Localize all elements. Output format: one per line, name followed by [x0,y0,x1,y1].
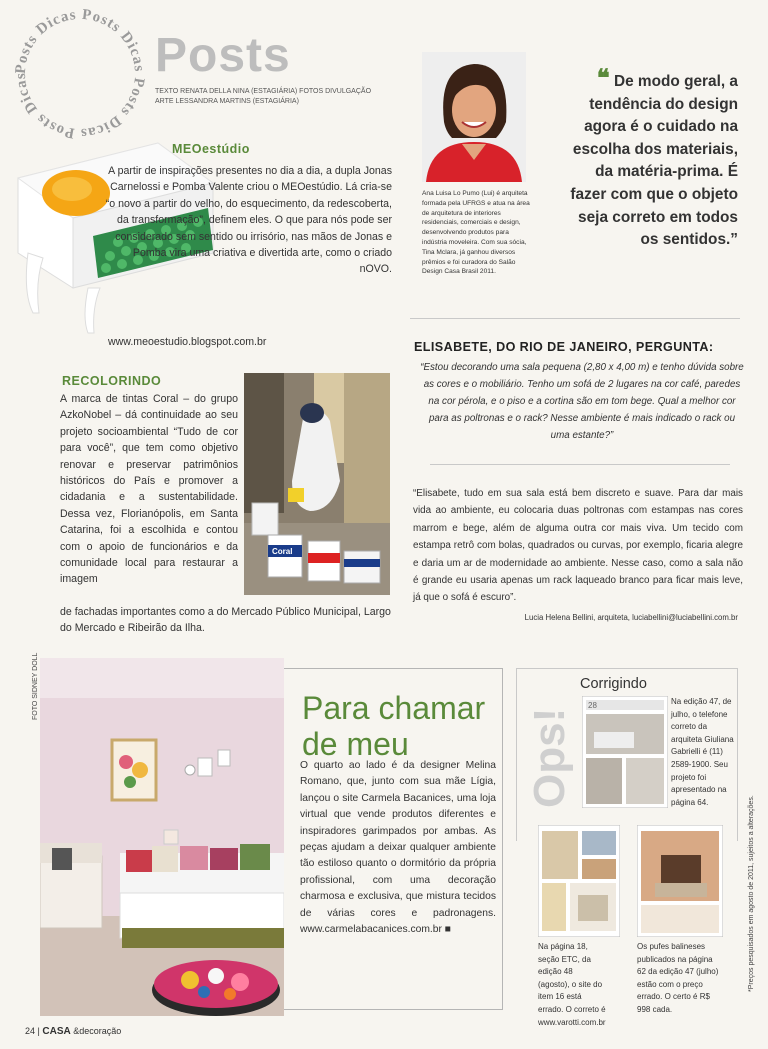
pull-quote [558,65,738,252]
meo-title: MEOestúdio [172,142,250,156]
price-note: *Preços pesquisados em agosto de 2011, sujeitos a alterações. [748,795,755,992]
recolorindo-body-tail: de fachadas importantes como a do Mercado Público Municipal, Largo do Mercado e Ribeirão da Ilha. [60,606,391,635]
svg-text:Posts Dicas Posts Dicas Posts [13,7,147,141]
para-chamar-title [302,690,485,762]
page-footer [25,1026,121,1037]
credits [155,87,371,107]
magazine-thumb-1 [582,696,668,808]
badge-ring-text: Posts Dicas Posts Dicas Posts Dicas Posts Dicas [12,6,148,142]
correction-3: Os pufes balineses publicados na página 62 da edição 47 (julho) estão com o preço errado. O certo é R$ 998 cada. [637,942,719,1014]
meo-url[interactable]: www.meoestudio.blogspot.com.br [108,336,267,348]
para-chamar-title-line1: Para chamar [302,690,486,726]
footer-separator: | [37,1026,40,1036]
posts-dicas-badge [10,4,150,144]
correction-2: Na página 18, seção ETC, da edição 48 (agosto), o site do item 16 está errado. O correto é www.varotti.com.br [538,942,606,1027]
architect-portrait [422,52,526,182]
profile-caption: Ana Luisa Lo Pumo (Lui) é arquiteta formada pela UFRGS e atua na área de arquitetura de interiores residenciais, comerciais e design, desenvolvendo produtos para indústria moveleira. Com sua sócia, Tina Mclara, já ganhou diversos prêmios e foi curadora do Salão Design Casa Brasil 2011. [422,190,530,276]
magazine-thumb-2 [538,825,620,937]
credit-line-2: ARTE LESSANDRA MARTINS (ESTAGIÁRIA) [155,98,299,105]
magazine-thumb-3 [637,825,723,937]
divider [410,318,740,319]
recolorindo-body: A marca de tintas Coral – do grupo AzkoNobel – dá continuidade ao seu projeto socioambiental “Tudo de cor para você”, que tem como objetivo renovar e preservar patrimônios históricos do País e promover a cidadania e a sustentabilidade. Dessa vez, Florianópolis, em Santa Catarina, foi a escolhida e contou com o apoio de funcionários e da comunidade local para restaurar a imagem [60,393,238,586]
para-chamar-title-line2: de meu [302,726,409,762]
photo-credit: FOTO SIDNEY DOLL [32,652,39,720]
meo-body: A partir de inspirações presentes no dia a dia, a dupla Jonas Carnelossi e Pomba Valente criou o MEOestúdio. Lá cria-se “o novo a partir do velho, do esquecimento, da redescoberta, da transformação”, definem eles. O que para nós pode ser considerado sem sentido ou irrisório, nas mãos de Jonas e Pomba vira uma criativa e divertida arte, como o criado nOVO. [105,165,392,276]
bedroom-photo [40,658,284,1016]
qa-title: ELISABETE, DO RIO DE JANEIRO, PERGUNTA: [414,340,714,354]
quote-mark-icon: ❝ [596,65,610,92]
qa-signature: Lucia Helena Bellini, arquiteta, luciabellini@luciabellini.com.br [524,613,738,622]
para-chamar-body: O quarto ao lado é da designer Melina Romano, que, junto com sua mãe Lígia, lançou o site Carmela Bacanices, uma loja virtual que vende produtos diferentes e inspiradores garimpados por ambas. As peças ajudam a deixar qualquer ambiente tão estiloso quanto o dormitório da própria profissional, com uma decoração charmosa e exclusiva, que mistura tecidos de várias cores e padronagens. www.carmelabacanices.com.br ■ [300,760,496,936]
thumb-page-number: 28 [588,701,597,710]
qa-question: “Estou decorando uma sala pequena (2,80 x 4,00 m) e tenho dúvida sobre as cores e o mobiliário. Tenho um sofá de 2 lugares na cor café, paredes na cor pérola, e o piso e a cortina são em tom bege. Qual a melhor cor para as poltronas e o rack? Nesse ambiente é mais indicado o rack ou uma estante?” [420,362,744,441]
page-number: 24 [25,1026,36,1036]
painter-photo [244,373,390,595]
ops-text: Ops! [525,707,574,808]
recolorindo-title: RECOLORINDO [62,374,162,388]
coral-can-label: Coral [272,547,293,556]
corrigindo-title: Corrigindo [580,676,647,692]
quote-text: De modo geral, a tendência do design agora é o cuidado na escolha dos materiais, da matéria-prima. É fazer com que o objeto seja correto em todos os sentidos.” [570,73,738,249]
footer-brand: CASA [42,1026,71,1037]
qa-divider [430,464,730,465]
credit-line-1: TEXTO RENATA DELLA NINA (ESTAGIÁRIA) FOTOS DIVULGAÇÃO [155,88,372,95]
qa-answer: “Elisabete, tudo em sua sala está bem discreto e suave. Para dar mais vida ao ambiente, eu colocaria duas poltronas com estampas nas cores marrom e bege, além de alguma outra cor mais viva. Um tecido com estampa retrô com bolas, quadrados ou curvas, por exemplo, ficaria alegre e daria um ar de modernidade ao ambiente. Nesse caso, como a sala não é grande eu usaria apenas um rack laqueado branco para ficar mais leve, já que o sofá é escuro”. [413,488,743,604]
page-title: Posts [155,29,291,82]
footer-brand-sub: &decoração [73,1026,122,1036]
correction-1: Na edição 47, de julho, o telefone correto da arquiteta Giuliana Gabrielli é (11) 2589-1900. Seu projeto foi apresentado na página 64. [671,697,734,807]
